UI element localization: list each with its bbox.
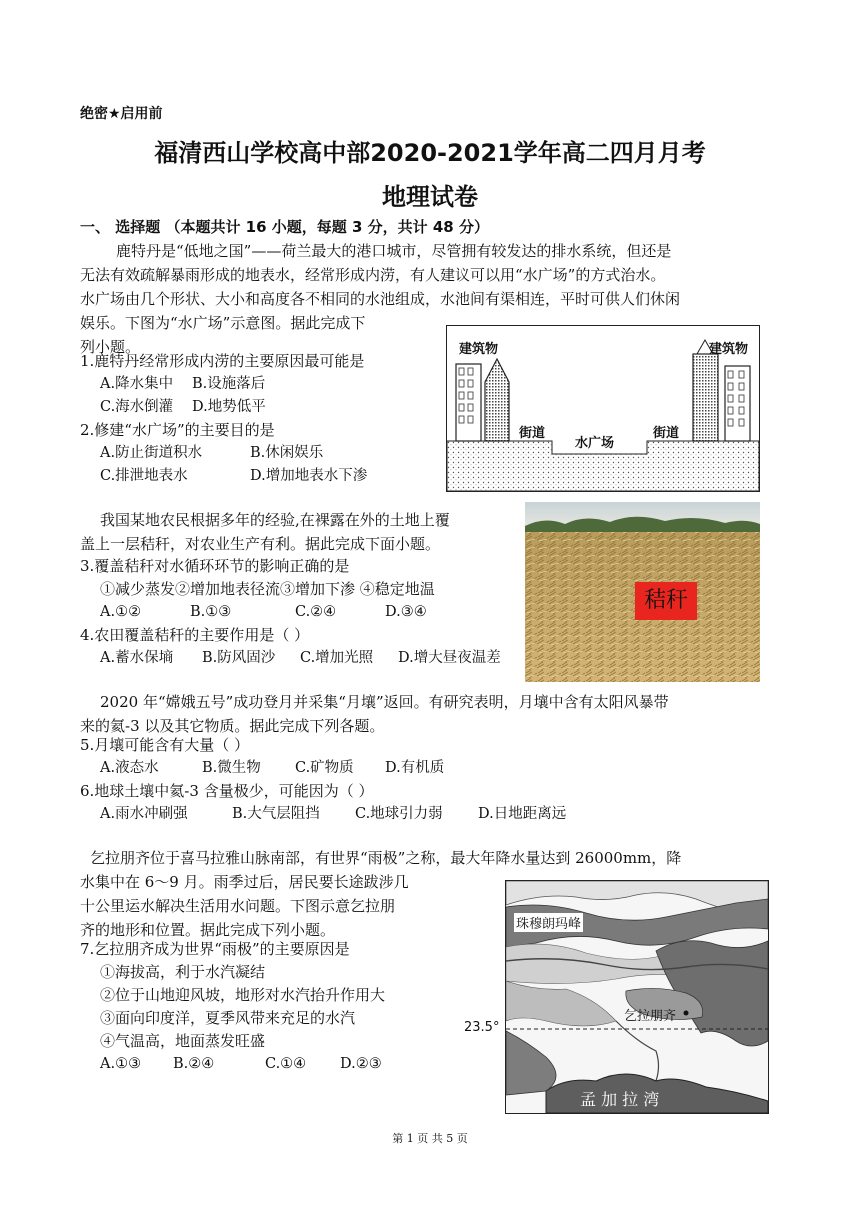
straw-label: 秸秆 <box>635 582 697 620</box>
label-street-right: 街道 <box>653 426 680 441</box>
passage-1-line: 娱乐。下图为“水广场”示意图。据此完成下 <box>80 314 366 332</box>
q1-option-d: D.地势低平 <box>192 399 266 415</box>
page-number: 第 1 页 共 5 页 <box>392 1132 468 1145</box>
q5-option-b: B.微生物 <box>202 760 261 776</box>
question-2-stem: 2.修建“水广场”的主要目的是 <box>80 421 275 439</box>
passage-2-line: 盖上一层秸秆，对农业生产有利。据此完成下面小题。 <box>80 535 441 553</box>
q6-option-c: C.地球引力弱 <box>355 806 443 822</box>
q7-option-d: D.②③ <box>340 1056 382 1072</box>
q7-option-a: A.①③ <box>100 1056 142 1072</box>
water-square-diagram <box>446 325 760 492</box>
passage-4-line: 十公里运水解决生活用水问题。下图示意乞拉朋 <box>80 897 396 915</box>
q7-choice-4: ④气温高，地面蒸发旺盛 <box>100 1032 266 1050</box>
q2-option-d: D.增加地表水下渗 <box>250 468 368 484</box>
straw-field-photo <box>525 502 760 682</box>
question-1-stem: 1.鹿特丹经常形成内涝的主要原因最可能是 <box>80 352 365 370</box>
cherrapunji-point <box>684 1011 689 1016</box>
q3-option-d: D.③④ <box>385 604 427 620</box>
q4-option-d: D.增大昼夜温差 <box>398 650 501 666</box>
page-title: 福清西山学校高中部2020-2021学年高二四月月考 <box>154 139 706 167</box>
label-everest: 珠穆朗玛峰 <box>514 913 583 932</box>
q4-option-a: A.蓄水保墒 <box>100 650 174 666</box>
question-7-stem: 7.乞拉朋齐成为世界“雨极”的主要原因是 <box>80 940 350 958</box>
passage-1-line: 鹿特丹是“低地之国”——荷兰最大的港口城市，尽管拥有较发达的排水系统，但还是 <box>116 242 672 260</box>
q5-option-c: C.矿物质 <box>295 760 354 776</box>
passage-3 <box>80 690 780 738</box>
question-4-stem: 4.农田覆盖秸秆的主要作用是（ ） <box>80 626 310 644</box>
q5-option-d: D.有机质 <box>385 760 445 776</box>
label-bay-of-bengal: 孟 加 拉 湾 <box>580 1090 660 1109</box>
q4-option-b: B.防风固沙 <box>202 650 276 666</box>
passage-1-line: 无法有效疏解暴雨形成的地表水，经常形成内涝，有人建议可以用“水广场”的方式治水。 <box>80 266 666 284</box>
q7-choice-1: ①海拔高，利于水汽凝结 <box>100 963 266 981</box>
question-6-stem: 6.地球土壤中氦-3 含量极少，可能因为（ ） <box>80 782 374 800</box>
passage-4-line: 齐的地形和位置。据此完成下列小题。 <box>80 921 336 939</box>
q3-option-c: C.②④ <box>295 604 337 620</box>
q5-option-a: A.液态水 <box>100 760 159 776</box>
building-left-2 <box>485 359 509 441</box>
question-5-stem: 5.月壤可能含有大量（ ） <box>80 736 250 754</box>
passage-1-line: 列小题。 <box>80 338 141 356</box>
passage-3-line: 来的氦-3 以及其它物质。据此完成下列各题。 <box>80 717 385 735</box>
passage-4-line: 水集中在 6～9 月。雨季过后，居民要长途跋涉几 <box>80 873 409 891</box>
passage-4-line: 乞拉朋齐位于喜马拉雅山脉南部，有世界“雨极”之称，最大年降水量达到 26000mm，降 <box>90 849 682 867</box>
q1-option-b: B.设施落后 <box>192 376 266 392</box>
latitude-label: 23.5° <box>464 1020 500 1035</box>
building-left-1 <box>456 364 481 441</box>
passage-2 <box>80 508 520 556</box>
confidential-label: 绝密★启用前 <box>80 106 163 122</box>
q7-option-b: B.②④ <box>173 1056 215 1072</box>
question-3-stem: 3.覆盖秸秆对水循环环节的影响正确的是 <box>80 557 350 575</box>
q2-option-a: A.防止街道积水 <box>100 445 203 461</box>
q7-choice-2: ②位于山地迎风坡，地形对水汽抬升作用大 <box>100 986 386 1004</box>
label-street-left: 街道 <box>519 426 546 441</box>
label-cherrapunji: 乞拉朋齐 <box>624 1009 677 1024</box>
label-building-right: 建筑物 <box>709 342 749 357</box>
cherrapunji-map <box>505 880 769 1114</box>
q2-option-b: B.休闲娱乐 <box>250 445 324 461</box>
q7-choice-3: ③面向印度洋，夏季风带来充足的水汽 <box>100 1009 356 1027</box>
q7-option-c: C.①④ <box>265 1056 307 1072</box>
q1-option-a: A.降水集中 <box>100 376 174 392</box>
label-building-left: 建筑物 <box>459 342 499 357</box>
passage-2-line: 我国某地农民根据多年的经验,在裸露在外的土地上覆 <box>100 511 450 529</box>
building-right-1 <box>693 354 718 441</box>
label-water-square: 水广场 <box>575 436 615 451</box>
q6-option-d: D.日地距离远 <box>478 806 567 822</box>
q1-option-c: C.海水倒灌 <box>100 399 174 415</box>
q4-option-c: C.增加光照 <box>300 650 374 666</box>
page-subtitle: 地理试卷 <box>382 183 478 211</box>
q6-option-a: A.雨水冲刷强 <box>100 806 188 822</box>
q3-option-a: A.①② <box>100 604 142 620</box>
building-right-2 <box>725 366 750 441</box>
q3-option-b: B.①③ <box>190 604 232 620</box>
q3-choices: ①减少蒸发②增加地表径流③增加下渗 ④稳定地温 <box>100 580 435 598</box>
passage-1-line: 水广场由几个形状、大小和高度各不相同的水池组成，水池间有渠相连，平时可供人们休闲 <box>80 290 681 308</box>
passage-3-line: 2020 年“嫦娥五号”成功登月并采集“月壤”返回。有研究表明，月壤中含有太阳风暴带 <box>100 693 669 711</box>
q6-option-b: B.大气层阻挡 <box>232 806 320 822</box>
section-heading: 一、 选择题 （本题共计 16 小题，每题 3 分，共计 48 分） <box>80 218 489 236</box>
q2-option-c: C.排泄地表水 <box>100 468 188 484</box>
